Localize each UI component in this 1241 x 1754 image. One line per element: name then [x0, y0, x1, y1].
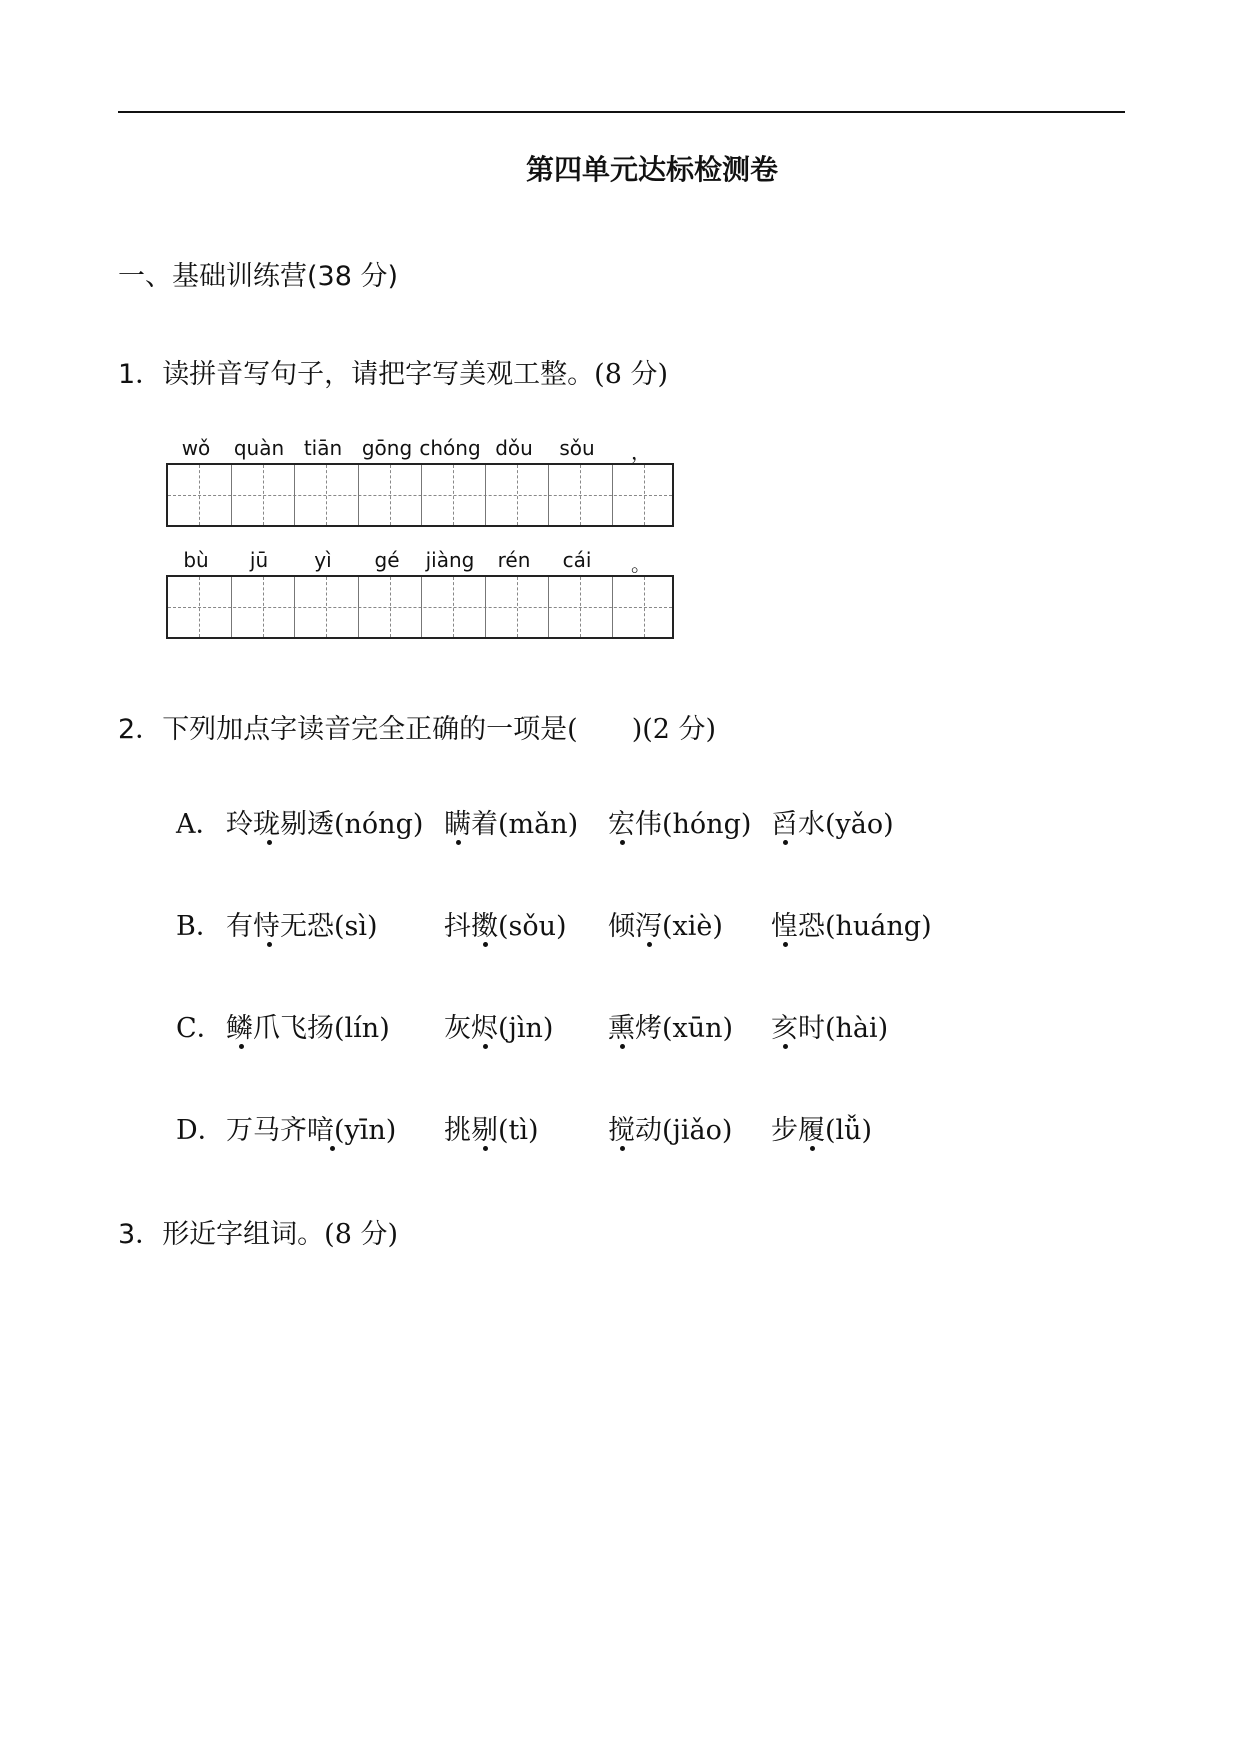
emphasis-dot [483, 1146, 488, 1151]
pinyin-syllable: bù [183, 548, 209, 572]
writing-grid-2[interactable] [166, 575, 674, 639]
pinyin-syllable: gé [374, 548, 400, 572]
question-number: 1． [118, 359, 163, 390]
pinyin-syllable: rén [497, 548, 531, 572]
pinyin-syllable: jū [249, 548, 269, 572]
emphasis-dot [267, 840, 272, 845]
pinyin-row-2 [166, 548, 676, 578]
option-item: 玲珑剔透(nóng) [226, 809, 424, 840]
emphasis-dot [267, 942, 272, 947]
option-item: 倾泻(xiè) [608, 911, 723, 942]
emphasis-dot [456, 840, 461, 845]
pinyin-syllable: jiàng [425, 548, 475, 572]
option-item: 灰烬(jìn) [444, 1013, 554, 1044]
question-1 [118, 352, 668, 391]
emphasis-dot [783, 840, 788, 845]
option-item: 万马齐喑(yīn) [226, 1115, 397, 1146]
pinyin-row-1 [166, 436, 676, 466]
option-item: 瞒着(mǎn) [444, 809, 579, 840]
option-label: D． [176, 1115, 225, 1146]
emphasis-dot [483, 1044, 488, 1049]
pinyin-syllable: dǒu [495, 436, 533, 460]
option-item: 步履(lǚ) [771, 1115, 873, 1146]
emphasis-dot [620, 840, 625, 845]
option-label: C． [176, 1013, 224, 1044]
option-item: 舀水(yǎo) [771, 809, 894, 840]
option-item: 挑剔(tì) [444, 1115, 539, 1146]
option-label: A． [176, 809, 223, 840]
emphasis-dot [620, 1146, 625, 1151]
question-3 [118, 1212, 398, 1251]
option-item: 鳞爪飞扬(lín) [226, 1013, 390, 1044]
option-item: 有恃无恐(sì) [226, 911, 378, 942]
emphasis-dot [647, 942, 652, 947]
page-title: 第四单元达标检测卷 [525, 153, 778, 186]
emphasis-dot [330, 1146, 335, 1151]
emphasis-dot [783, 1044, 788, 1049]
question-number: 3． [118, 1219, 163, 1250]
pinyin-syllable: cái [562, 548, 592, 572]
pinyin-syllable: sǒu [559, 436, 595, 460]
pinyin-punctuation: 。 [631, 552, 651, 576]
pinyin-syllable: tiān [303, 436, 343, 460]
emphasis-dot [783, 942, 788, 947]
option-item: 搅动(jiǎo) [608, 1115, 733, 1146]
header-rule [118, 111, 1125, 113]
question-2 [118, 707, 716, 746]
emphasis-dot [810, 1146, 815, 1151]
pinyin-syllable: quàn [233, 436, 285, 460]
option-item: 抖擞(sǒu) [444, 911, 567, 942]
pinyin-syllable: gōng [361, 436, 413, 460]
question-number: 2． [118, 714, 163, 745]
option-item: 宏伟(hóng) [608, 809, 752, 840]
emphasis-dot [239, 1044, 244, 1049]
pinyin-syllable: chóng [419, 436, 481, 460]
writing-grid-1[interactable] [166, 463, 674, 527]
question-text: 形近字组词。(8 分) [162, 1219, 399, 1250]
option-label: B． [176, 911, 223, 942]
emphasis-dot [483, 942, 488, 947]
question-text: 下列加点字读音完全正确的一项是( )(2 分) [162, 714, 717, 745]
option-item: 熏烤(xūn) [608, 1013, 734, 1044]
question-text: 读拼音写句子，请把字写美观工整。(8 分) [162, 359, 669, 390]
option-item: 惶恐(huáng) [771, 911, 932, 942]
section-heading-1: 一、基础训练营(38 分) [118, 261, 399, 292]
emphasis-dot [620, 1044, 625, 1049]
pinyin-syllable: wǒ [181, 436, 211, 460]
pinyin-syllable: yì [314, 548, 332, 572]
pinyin-punctuation: ， [631, 440, 651, 464]
option-item: 亥时(hài) [771, 1013, 889, 1044]
